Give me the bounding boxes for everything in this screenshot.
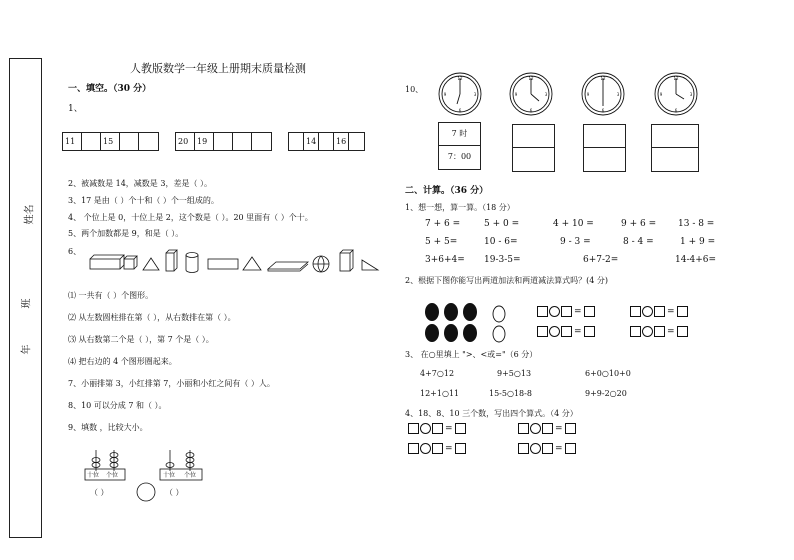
parallelogram-icon	[268, 262, 308, 271]
question-7: 7、小丽排第 3，小红排第 7，小丽和小红之间有（ ）人。	[68, 379, 275, 388]
svg-text:6: 6	[529, 108, 533, 113]
svg-text:12: 12	[600, 76, 606, 81]
equation-blank-row[interactable]: =	[408, 423, 466, 434]
student-info-sidebar	[9, 58, 42, 538]
ball-icon	[313, 256, 329, 272]
question-10-label: 10、	[405, 85, 424, 94]
calc-cell: 7 + 6 =	[425, 219, 461, 229]
calc-cell: 9 + 6 =	[621, 219, 657, 229]
calc-cell: 6+7-2=	[583, 255, 619, 265]
question-3: 3、17 是由（ ）个十和（ ）个一组成的。	[68, 196, 219, 205]
calc-cell: 14-4+6=	[675, 255, 717, 265]
q1-label: 1、	[68, 104, 83, 114]
question-6-label: 6、	[68, 247, 82, 256]
svg-text:3: 3	[544, 92, 548, 97]
seq-cell[interactable]: 16	[334, 133, 349, 150]
calc-cell: 13 - 8 =	[678, 219, 715, 229]
number-sequence-2	[175, 132, 272, 151]
equation-blank-row[interactable]: =	[630, 326, 688, 337]
name-label: 姓名	[24, 204, 36, 225]
svg-text:9: 9	[443, 92, 447, 97]
cube-icon	[124, 256, 137, 269]
equation-blank-row[interactable]: =	[537, 306, 595, 317]
clock-1-hour-text: 7 时	[439, 123, 480, 146]
clocks-row	[436, 68, 706, 120]
svg-text:6: 6	[601, 108, 605, 113]
question-8: 8、10 可以分成 7 和（ ）。	[68, 401, 167, 410]
seq-cell[interactable]	[289, 133, 304, 150]
calc-cell: 8 - 4 =	[623, 237, 654, 247]
abacus-1-ones: 个位	[106, 472, 119, 479]
calc-cell: 10 - 6=	[484, 237, 518, 247]
calc-cell: 5 + 0 =	[484, 219, 520, 229]
clock-3-hour-field[interactable]	[584, 125, 625, 148]
seq-cell[interactable]	[319, 133, 334, 150]
question-9: 9、填数 ，比较大小。	[68, 423, 148, 432]
rectangle-icon	[208, 259, 238, 269]
seq-cell[interactable]: 14	[304, 133, 319, 150]
clock-2-hour-field[interactable]	[513, 125, 554, 148]
seq-cell[interactable]	[214, 133, 233, 150]
svg-text:3: 3	[473, 92, 477, 97]
cuboid-2-icon	[340, 250, 353, 271]
equation-blank-row[interactable]: =	[518, 443, 576, 454]
calc-question-1: 1、想一想，算一算。（18 分）	[405, 203, 515, 212]
seq-cell[interactable]	[139, 133, 158, 150]
svg-text:12: 12	[673, 76, 679, 81]
question-4: 4、 个位上是 0，十位上是 2，这个数是（ ）。20 里面有（ ）个十。	[68, 213, 313, 222]
seq-cell[interactable]	[233, 133, 252, 150]
clock-2-digital-field[interactable]	[513, 148, 554, 171]
tall-cuboid-icon	[166, 250, 177, 271]
section1-heading: 一、填空。（30 分）	[68, 84, 152, 94]
clock-4-answer-box[interactable]	[651, 124, 699, 172]
number-sequence-1	[62, 132, 159, 151]
seq-cell[interactable]: 20	[176, 133, 195, 150]
equation-blank-row[interactable]: =	[408, 443, 466, 454]
clock-2-answer-box[interactable]	[512, 124, 555, 172]
svg-text:6: 6	[458, 108, 462, 113]
svg-text:12: 12	[528, 76, 534, 81]
triangle-icon	[143, 258, 159, 270]
equation-blank-row[interactable]: =	[630, 306, 688, 317]
seq-cell[interactable]: 11	[63, 133, 82, 150]
clock-3-digital-field[interactable]	[584, 148, 625, 171]
compare-cell[interactable]: 9+5○13	[497, 369, 532, 378]
abacus-2-answer[interactable]: （ ）	[165, 488, 184, 497]
calc-cell: 4 + 10 =	[553, 219, 594, 229]
triangle-2-icon	[243, 257, 261, 270]
question-6-4: ⑷ 把右边的 4 个图形圈起来。	[68, 357, 177, 366]
calc-cell: 1 + 9 =	[680, 237, 716, 247]
question-5: 5、两个加数都是 9，和是（ ）。	[68, 229, 184, 238]
cuboid-icon	[90, 255, 124, 269]
svg-text:9: 9	[659, 92, 663, 97]
calc-cell: 5 + 5=	[425, 237, 458, 247]
calc-question-2: 2、根据下图你能写出两道加法和两道减法算式吗？(4 分)	[405, 276, 608, 285]
svg-text:3: 3	[689, 92, 693, 97]
shapes-row	[86, 248, 386, 278]
calc-question-4: 4、18、8、10 三个数，写出四个算式。（4 分）	[405, 409, 578, 418]
grade-label: 年	[21, 344, 33, 355]
clock-1-answer-box	[438, 122, 481, 170]
compare-circle-icon[interactable]	[135, 482, 157, 502]
question-6-2: ⑵ 从左数圆柱排在第（ ），从右数排在第（ ）。	[68, 313, 236, 322]
clock-4-digital-field[interactable]	[652, 148, 698, 171]
abacus-2-tens: 十位	[163, 472, 176, 479]
seq-cell[interactable]: 15	[101, 133, 120, 150]
equation-blank-row[interactable]: =	[518, 423, 576, 434]
seq-cell[interactable]	[120, 133, 139, 150]
question-6-3: ⑶ 从右数第二个是（ ），第 7 个是（ ）。	[68, 335, 214, 344]
compare-cell[interactable]: 9+9-2○20	[585, 389, 627, 398]
calc-question-3: 3、 在○里填上 ">、<或="（6 分）	[405, 350, 538, 359]
compare-cell[interactable]: 15-5○18-8	[489, 389, 532, 398]
seq-cell[interactable]	[252, 133, 271, 150]
clock-1-digital-text: 7：00	[447, 152, 472, 161]
svg-text:12: 12	[457, 76, 463, 81]
question-2: 2、被减数是 14，减数是 3，差是（ ）。	[68, 179, 212, 188]
compare-cell[interactable]: 6+0○10+0	[585, 369, 631, 378]
abacus-2-ones: 个位	[184, 472, 197, 479]
cylinder-icon	[186, 253, 198, 273]
dots-figure	[422, 300, 512, 346]
svg-text:3: 3	[616, 92, 620, 97]
clock-4-hour-field[interactable]	[652, 125, 698, 148]
calc-cell: 3+6+4=	[425, 255, 465, 265]
equation-blank-row[interactable]: =	[537, 326, 595, 337]
compare-cell[interactable]: 4+7○12	[420, 369, 455, 378]
section2-heading: 二、计算。（36 分）	[405, 186, 489, 196]
clock-3-answer-box[interactable]	[583, 124, 626, 172]
compare-cell[interactable]: 12+1○11	[420, 389, 460, 398]
page-title: 人教版数学一年级上册期末质量检测	[130, 62, 306, 75]
seq-cell[interactable]: 19	[195, 133, 214, 150]
abacus-1-answer[interactable]: （ ）	[90, 488, 109, 497]
seq-cell[interactable]	[349, 133, 364, 150]
svg-text:9: 9	[586, 92, 590, 97]
svg-text:6: 6	[674, 108, 678, 113]
seq-cell[interactable]	[82, 133, 101, 150]
calc-cell: 9 - 3 =	[560, 237, 591, 247]
abacus-1-tens: 十位	[87, 472, 100, 479]
number-sequence-3	[288, 132, 365, 151]
calc-cell: 19-3-5=	[484, 255, 521, 265]
svg-text:9: 9	[514, 92, 518, 97]
right-triangle-icon	[362, 260, 378, 270]
question-6-1: ⑴ 一共有（ ）个图形。	[68, 291, 154, 300]
class-label: 班	[21, 298, 33, 309]
